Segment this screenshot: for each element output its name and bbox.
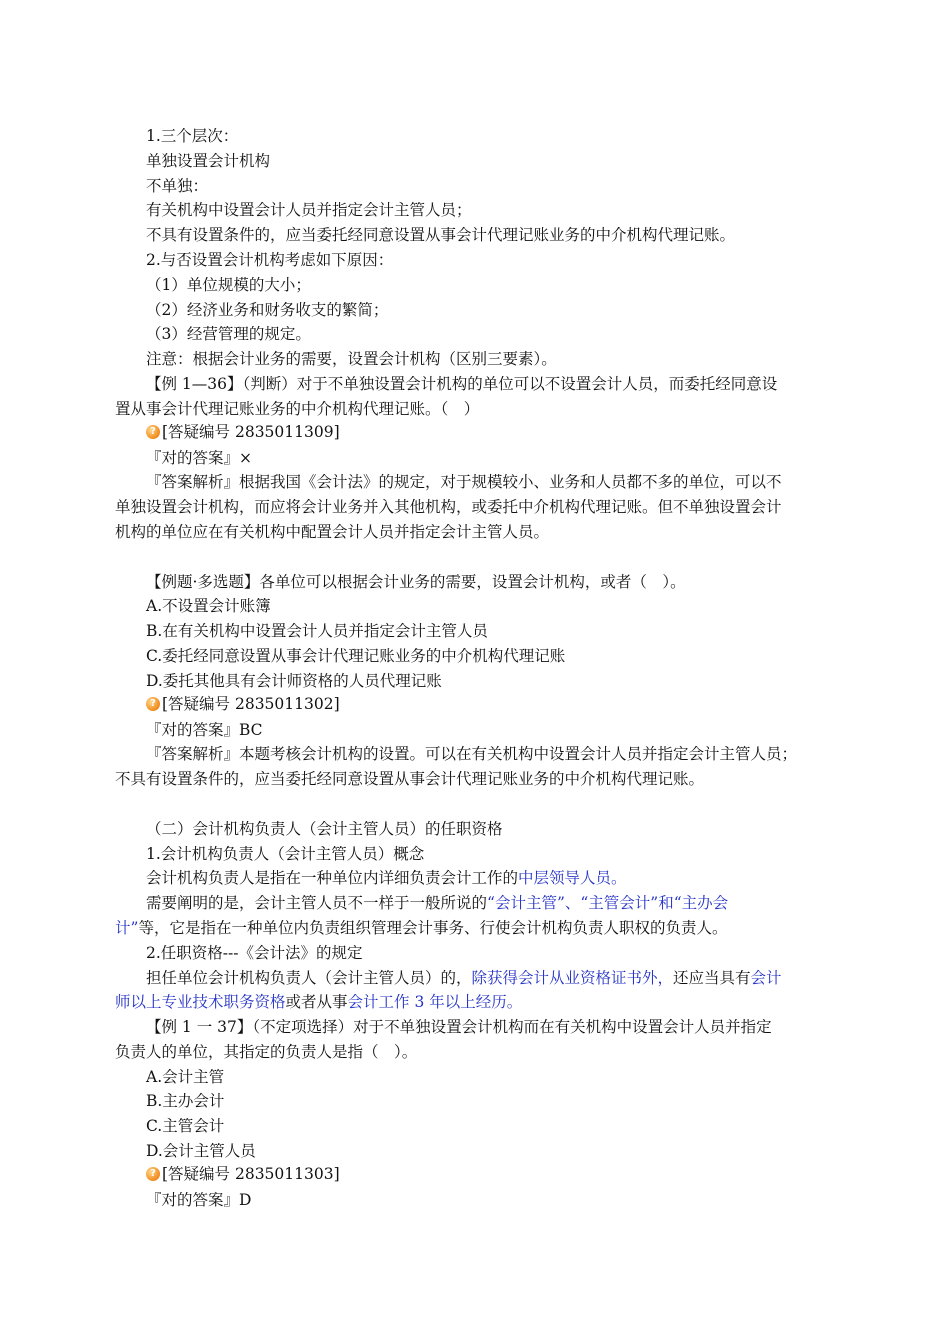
text-line: 2.任职资格---《会计法》的规定 bbox=[146, 943, 363, 962]
option-line: A.不设置会计账簿 bbox=[146, 597, 271, 616]
answer-line: 『对的答案』D bbox=[146, 1190, 252, 1209]
faq-reference[interactable] bbox=[115, 694, 840, 714]
faq-number: [答疑编号 2835011302] bbox=[162, 694, 340, 713]
question-icon: ? bbox=[146, 697, 160, 711]
text-line: （1）单位规模的大小； bbox=[146, 275, 311, 294]
section-heading: （二）会计机构负责人（会计主管人员）的任职资格 bbox=[146, 819, 503, 838]
option-line: D.会计主管人员 bbox=[146, 1142, 256, 1161]
text-line: 有关机构中设置会计人员并指定会计主管人员； bbox=[146, 201, 472, 220]
text-line: 2.与否设置会计机构考虑如下原因： bbox=[146, 250, 394, 269]
highlight-span: 计” bbox=[115, 918, 139, 937]
option-line: C.主管会计 bbox=[146, 1117, 225, 1136]
text-line: 1.会计机构负责人（会计主管人员）概念 bbox=[146, 844, 425, 863]
option-line: D.委托其他具有会计师资格的人员代理记账 bbox=[146, 671, 442, 690]
text-line bbox=[115, 866, 840, 891]
example-heading: 【例 1 一 37】（不定项选择）对于不单独设置会计机构而在有关机构中设置会计人员并指定 bbox=[146, 1018, 772, 1037]
text-span: 需要阐明的是，会计主管人员不一样于一般所说的 bbox=[146, 894, 488, 913]
document-page bbox=[115, 124, 840, 1213]
highlight-span: 会计 bbox=[750, 968, 782, 987]
text-line bbox=[115, 891, 840, 916]
highlight-span: 师以上专业技术职务资格 bbox=[115, 993, 286, 1012]
option-line: C.委托经同意设置从事会计代理记账业务的中介机构代理记账 bbox=[146, 646, 566, 665]
text-line: （3）经营管理的规定。 bbox=[146, 325, 311, 344]
text-line: 不具有设置条件的，应当委托经同意设置从事会计代理记账业务的中介机构代理记账。 bbox=[115, 770, 705, 789]
text-line: 单独设置会计机构 bbox=[146, 151, 271, 170]
text-span: 还应当具有 bbox=[673, 968, 751, 987]
answer-line: 『对的答案』× bbox=[146, 448, 252, 467]
text-line bbox=[115, 966, 840, 991]
text-line: （2）经济业务和财务收支的繁简； bbox=[146, 300, 389, 319]
faq-reference[interactable] bbox=[115, 422, 840, 442]
text-span: 或者从事 bbox=[285, 993, 348, 1012]
highlight-span: “会计主管”、“主管会计”和“主办会 bbox=[487, 894, 729, 913]
text-line: 注意：根据会计业务的需要，设置会计机构（区别三要素）。 bbox=[146, 350, 557, 369]
question-icon: ? bbox=[146, 425, 160, 439]
text-line: 负责人的单位，其指定的负责人是指（ ）。 bbox=[115, 1042, 418, 1061]
example-heading: 【例题·多选题】各单位可以根据会计业务的需要，设置会计机构，或者（ ）。 bbox=[146, 572, 686, 591]
text-line: 单独设置会计机构，而应将会计业务并入其他机构，或委托中介机构代理记账。但不单独设置会计 bbox=[115, 498, 782, 517]
highlight-span: 除获得会计从业资格证书外， bbox=[471, 968, 674, 987]
question-icon: ? bbox=[146, 1167, 160, 1181]
faq-reference[interactable] bbox=[115, 1164, 840, 1184]
blank-line bbox=[115, 545, 840, 570]
option-line: B.主办会计 bbox=[146, 1092, 225, 1111]
text-line bbox=[115, 990, 840, 1015]
text-line: 『答案解析』本题考核会计机构的设置。可以在有关机构中设置会计人员并指定会计主管人员； bbox=[146, 745, 798, 764]
highlight-span: 会计工作 3 年以上经历。 bbox=[347, 993, 523, 1012]
example-heading: 【例 1—36】（判断）对于不单独设置会计机构的单位可以不设置会计人员，而委托经同意设 bbox=[146, 374, 778, 393]
option-line: A.会计主管 bbox=[146, 1067, 225, 1086]
answer-line: 『对的答案』BC bbox=[146, 720, 263, 739]
text-span: 担任单位会计机构负责人（会计主管人员）的， bbox=[146, 968, 472, 987]
text-line: 不单独： bbox=[146, 176, 209, 195]
text-line: 机构的单位应在有关机构中配置会计人员并指定会计主管人员。 bbox=[115, 522, 550, 541]
blank-line bbox=[115, 792, 840, 817]
text-line: 1.三个层次： bbox=[146, 127, 239, 145]
text-span: 会计机构负责人是指在一种单位内详细负责会计工作的 bbox=[146, 869, 519, 888]
text-line bbox=[115, 916, 840, 941]
highlight-span: 中层领导人员。 bbox=[518, 869, 627, 888]
text-line: 『答案解析』根据我国《会计法》的规定，对于规模较小、业务和人员都不多的单位，可以不 bbox=[146, 473, 782, 492]
text-line: 不具有设置条件的，应当委托经同意设置从事会计代理记账业务的中介机构代理记账。 bbox=[146, 226, 736, 245]
option-line: B.在有关机构中设置会计人员并指定会计主管人员 bbox=[146, 622, 488, 641]
faq-number: [答疑编号 2835011303] bbox=[162, 1164, 340, 1183]
text-span: 等，它是指在一种单位内负责组织管理会计事务、行使会计机构负责人职权的负责人。 bbox=[138, 918, 728, 937]
text-line: 置从事会计代理记账业务的中介机构代理记账。（ ） bbox=[115, 399, 480, 418]
faq-number: [答疑编号 2835011309] bbox=[162, 422, 340, 441]
